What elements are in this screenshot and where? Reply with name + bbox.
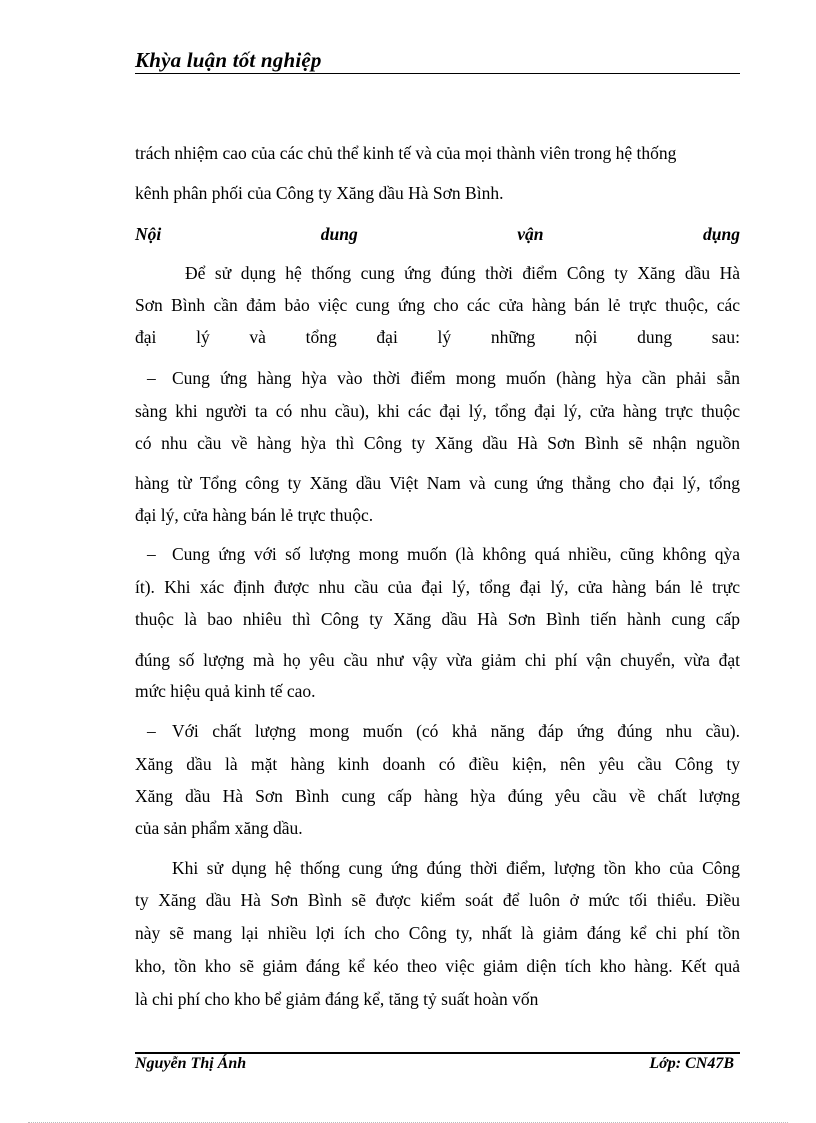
text-line: đúng số lượng mà họ yêu cầu như vậy vừa giảm chi phí vận chuyển, vừa đạt <box>135 650 740 670</box>
bullet-line <box>135 720 740 742</box>
text-line: này sẽ mang lại nhiều lợi ích cho Công ty, nhất là giảm đáng kể chi phí tồn <box>135 923 740 943</box>
bullet-marker: – <box>147 368 156 388</box>
bullet-line <box>135 543 740 565</box>
text-line: mức hiệu quả kinh tế cao. <box>135 681 316 701</box>
bullet-text: Với chất lượng mong muốn (có khả năng đáp ứng đúng nhu cầu). <box>172 721 740 741</box>
text-line: ít). Khi xác định được nhu cầu của đại lý, tổng đại lý, cửa hàng bán lẻ trực <box>135 577 740 597</box>
text-line: kho, tồn kho sẽ giảm đáng kể kéo theo việc giảm diện tích kho hàng. Kết quả <box>135 956 740 976</box>
word: đại <box>376 327 398 347</box>
text-line: Xăng dầu là mặt hàng kinh doanh có điều kiện, nên yêu cầu Công ty <box>135 754 740 774</box>
text-line: sàng khi người ta có nhu cầu), khi các đại lý, tổng đại lý, cửa hàng trực thuộc <box>135 401 740 421</box>
word: sau: <box>711 327 740 347</box>
text-line: Xăng dầu Hà Sơn Bình cung cấp hàng hỳa đúng yêu cầu về chất lượng <box>135 786 740 806</box>
text-line: Để sử dụng hệ thống cung ứng đúng thời điểm Công ty Xăng dầu Hà <box>185 263 740 283</box>
text-line: hàng từ Tổng công ty Xăng dầu Việt Nam và cung ứng thẳng cho đại lý, tổng <box>135 473 740 493</box>
bullet-text: Cung ứng với số lượng mong muốn (là không quá nhiều, cũng không qỳa <box>172 544 740 564</box>
text-line: Khi sử dụng hệ thống cung ứng đúng thời điểm, lượng tồn kho của Công <box>172 858 740 878</box>
footer-rule <box>135 1052 740 1054</box>
word: lý <box>196 327 210 347</box>
word: dung <box>637 327 673 347</box>
header-rule <box>135 73 740 74</box>
word: nội <box>575 327 598 347</box>
word: những <box>490 327 536 347</box>
footer-author: Nguyễn Thị Ánh <box>135 1055 247 1072</box>
footer-class: Lớp: CN47B <box>649 1055 734 1072</box>
page-header-title: Khỳa luận tốt nghiệp <box>135 48 322 72</box>
bullet-marker: – <box>147 544 156 564</box>
text-line: ty Xăng dầu Hà Sơn Bình sẽ được kiểm soát để luôn ở mức tối thiểu. Điều <box>135 890 740 910</box>
text-line <box>135 326 740 348</box>
word: và <box>249 327 266 347</box>
text-line: thuộc là bao nhiêu thì Công ty Xăng dầu Hà Sơn Bình tiến hành cung cấp <box>135 609 740 629</box>
text-line: của sản phẩm xăng dầu. <box>135 818 303 838</box>
bullet-text: Cung ứng hàng hỳa vào thời điểm mong muốn (hàng hỳa cần phải sẵn <box>172 368 740 388</box>
bullet-line <box>135 367 740 389</box>
text-line: là chi phí cho kho bể giảm đáng kể, tăng tỷ suất hoàn vốn <box>135 989 539 1009</box>
text-line: có nhu cầu về hàng hỳa thì Công ty Xăng dầu Hà Sơn Bình sẽ nhận nguồn <box>135 433 740 453</box>
word: đại <box>135 327 157 347</box>
section-heading <box>135 223 740 245</box>
heading-word: dụng <box>703 224 740 244</box>
text-line: kênh phân phối của Công ty Xăng dầu Hà Sơn Bình. <box>135 183 504 203</box>
text-line: trách nhiệm cao của các chủ thể kinh tế và của mọi thành viên trong hệ thống <box>135 143 677 163</box>
word: tổng <box>305 327 337 347</box>
bullet-marker: – <box>147 721 156 741</box>
heading-word: vận <box>517 224 544 244</box>
heading-word: dung <box>320 224 358 244</box>
word: lý <box>437 327 452 347</box>
heading-word: Nội <box>135 224 162 244</box>
text-line: đại lý, cửa hàng bán lẻ trực thuộc. <box>135 505 374 525</box>
text-line: Sơn Bình cần đảm bảo việc cung ứng cho các cửa hàng bán lẻ trực thuộc, các <box>135 295 740 315</box>
